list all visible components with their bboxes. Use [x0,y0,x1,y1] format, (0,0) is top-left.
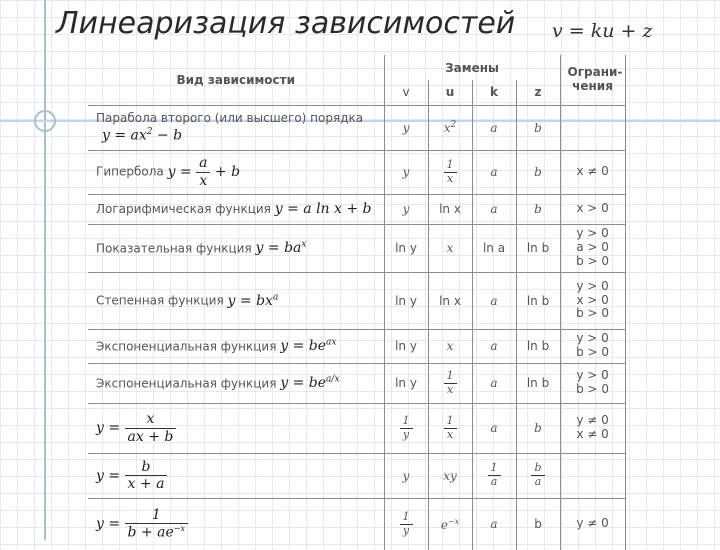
cell-v: ln y [384,363,428,403]
row-formula: y = $\frac{a}{x}$ + b [167,155,241,189]
cell-k: a [472,150,516,194]
cell-v: y [384,105,428,150]
cell-z: ln b [516,363,560,403]
cell-k: a [472,363,516,403]
cell-constraints: y > 0 a > 0 b > 0 [560,224,625,272]
cell-constraints: y ≠ 0 x ≠ 0 [560,403,625,453]
cell-z: ln b [516,272,560,329]
table-row [88,272,625,329]
cell-k: a [472,105,516,150]
row-label: Показательная функция [96,241,252,256]
cell-v: ln y [384,272,428,329]
linear-form-formula: v = ku + z [552,20,653,42]
cell-u: $\frac{1}{x}$ [428,403,472,453]
cell-constraints: y ≠ 0 [560,498,625,550]
table-row [88,403,625,453]
cell-u: $e^{-x}$ [428,498,472,550]
cell-u: xy [428,453,472,498]
table-row [88,105,625,150]
row-formula: $y = ax^2 - b$ [102,127,183,144]
row-kind-cell [88,453,384,498]
header-z: z [516,80,560,105]
cell-constraints: y > 0 x > 0 b > 0 [560,272,625,329]
cell-v: $\frac{1}{y}$ [384,498,428,550]
cell-k: $\frac{1}{a}$ [472,453,516,498]
row-kind-cell [88,105,384,150]
header-v: v [384,80,428,105]
notebook-ring-decoration [34,110,56,132]
cell-z: ln b [516,329,560,363]
cell-k: a [472,272,516,329]
row-kind-cell [88,329,384,363]
cell-constraints: x ≠ 0 [560,150,625,194]
cell-z: $\frac{b}{a}$ [516,453,560,498]
row-kind-cell [88,498,384,550]
cell-z: b [516,105,560,150]
row-formula: y = $\frac{x}{ax + b}$ [96,420,176,436]
cell-u: $\frac{1}{x}$ [428,363,472,403]
cell-z: b [516,194,560,224]
slide-title: Линеаризация зависимостей [56,6,516,41]
cell-u: $x^2$ [428,105,472,150]
row-formula: y = $\frac{1}{b + ae^{-x}}$ [96,516,188,532]
row-label: Экспоненциальная функция [96,376,277,391]
row-label: Степенная функция [96,293,224,308]
row-kind-cell [88,150,384,194]
cell-v: y [384,453,428,498]
row-label: Логарифмическая функция [96,202,271,216]
row-formula: y = a ln x + b [274,201,372,217]
cell-k: a [472,329,516,363]
cell-k: a [472,194,516,224]
row-formula: $y = be^{a/x}$ [280,374,340,392]
cell-k: a [472,403,516,453]
cell-constraints: y > 0 b > 0 [560,329,625,363]
cell-constraints [560,105,625,150]
cell-v: y [384,150,428,194]
cell-v: $\frac{1}{y}$ [384,403,428,453]
cell-u: x [428,224,472,272]
cell-z: b [516,498,560,550]
cell-u: $\frac{1}{x}$ [428,150,472,194]
header-row-top [88,55,625,80]
table-row [88,363,625,403]
cell-z: b [516,150,560,194]
cell-u: ln x [428,272,472,329]
row-formula: $y = ba^x$ [255,239,307,257]
cell-v: ln y [384,224,428,272]
row-formula: $y = be^{ax}$ [280,337,337,355]
table-row [88,453,625,498]
cell-v: y [384,194,428,224]
table-row [88,224,625,272]
row-kind-cell [88,224,384,272]
linearization-table [88,55,626,550]
header-constraints: Ограни-чения [560,55,625,105]
cell-constraints [560,453,625,498]
row-kind-cell [88,363,384,403]
table-row [88,194,625,224]
cell-k: a [472,498,516,550]
row-label: Гипербола [96,165,164,179]
notebook-margin-line [44,0,46,540]
row-formula: $y = bx^a$ [227,292,279,309]
header-substitutions: Замены [384,55,560,80]
row-label: Парабола второго (или высшего) порядка [96,111,364,126]
cell-constraints: x > 0 [560,194,625,224]
cell-z: b [516,403,560,453]
row-kind-cell [88,403,384,453]
cell-k: ln a [472,224,516,272]
row-kind-cell [88,272,384,329]
table-row [88,329,625,363]
header-u: u [428,80,472,105]
cell-v: ln y [384,329,428,363]
cell-u: ln x [428,194,472,224]
table-row [88,150,625,194]
cell-constraints: y > 0 b > 0 [560,363,625,403]
header-kind: Вид зависимости [88,55,384,105]
row-formula: y = $\frac{b}{x + a}$ [96,468,167,484]
row-kind-cell [88,194,384,224]
row-label: Экспоненциальная функция [96,339,277,354]
cell-z: ln b [516,224,560,272]
header-k: k [472,80,516,105]
table-row [88,498,625,550]
cell-u: x [428,329,472,363]
